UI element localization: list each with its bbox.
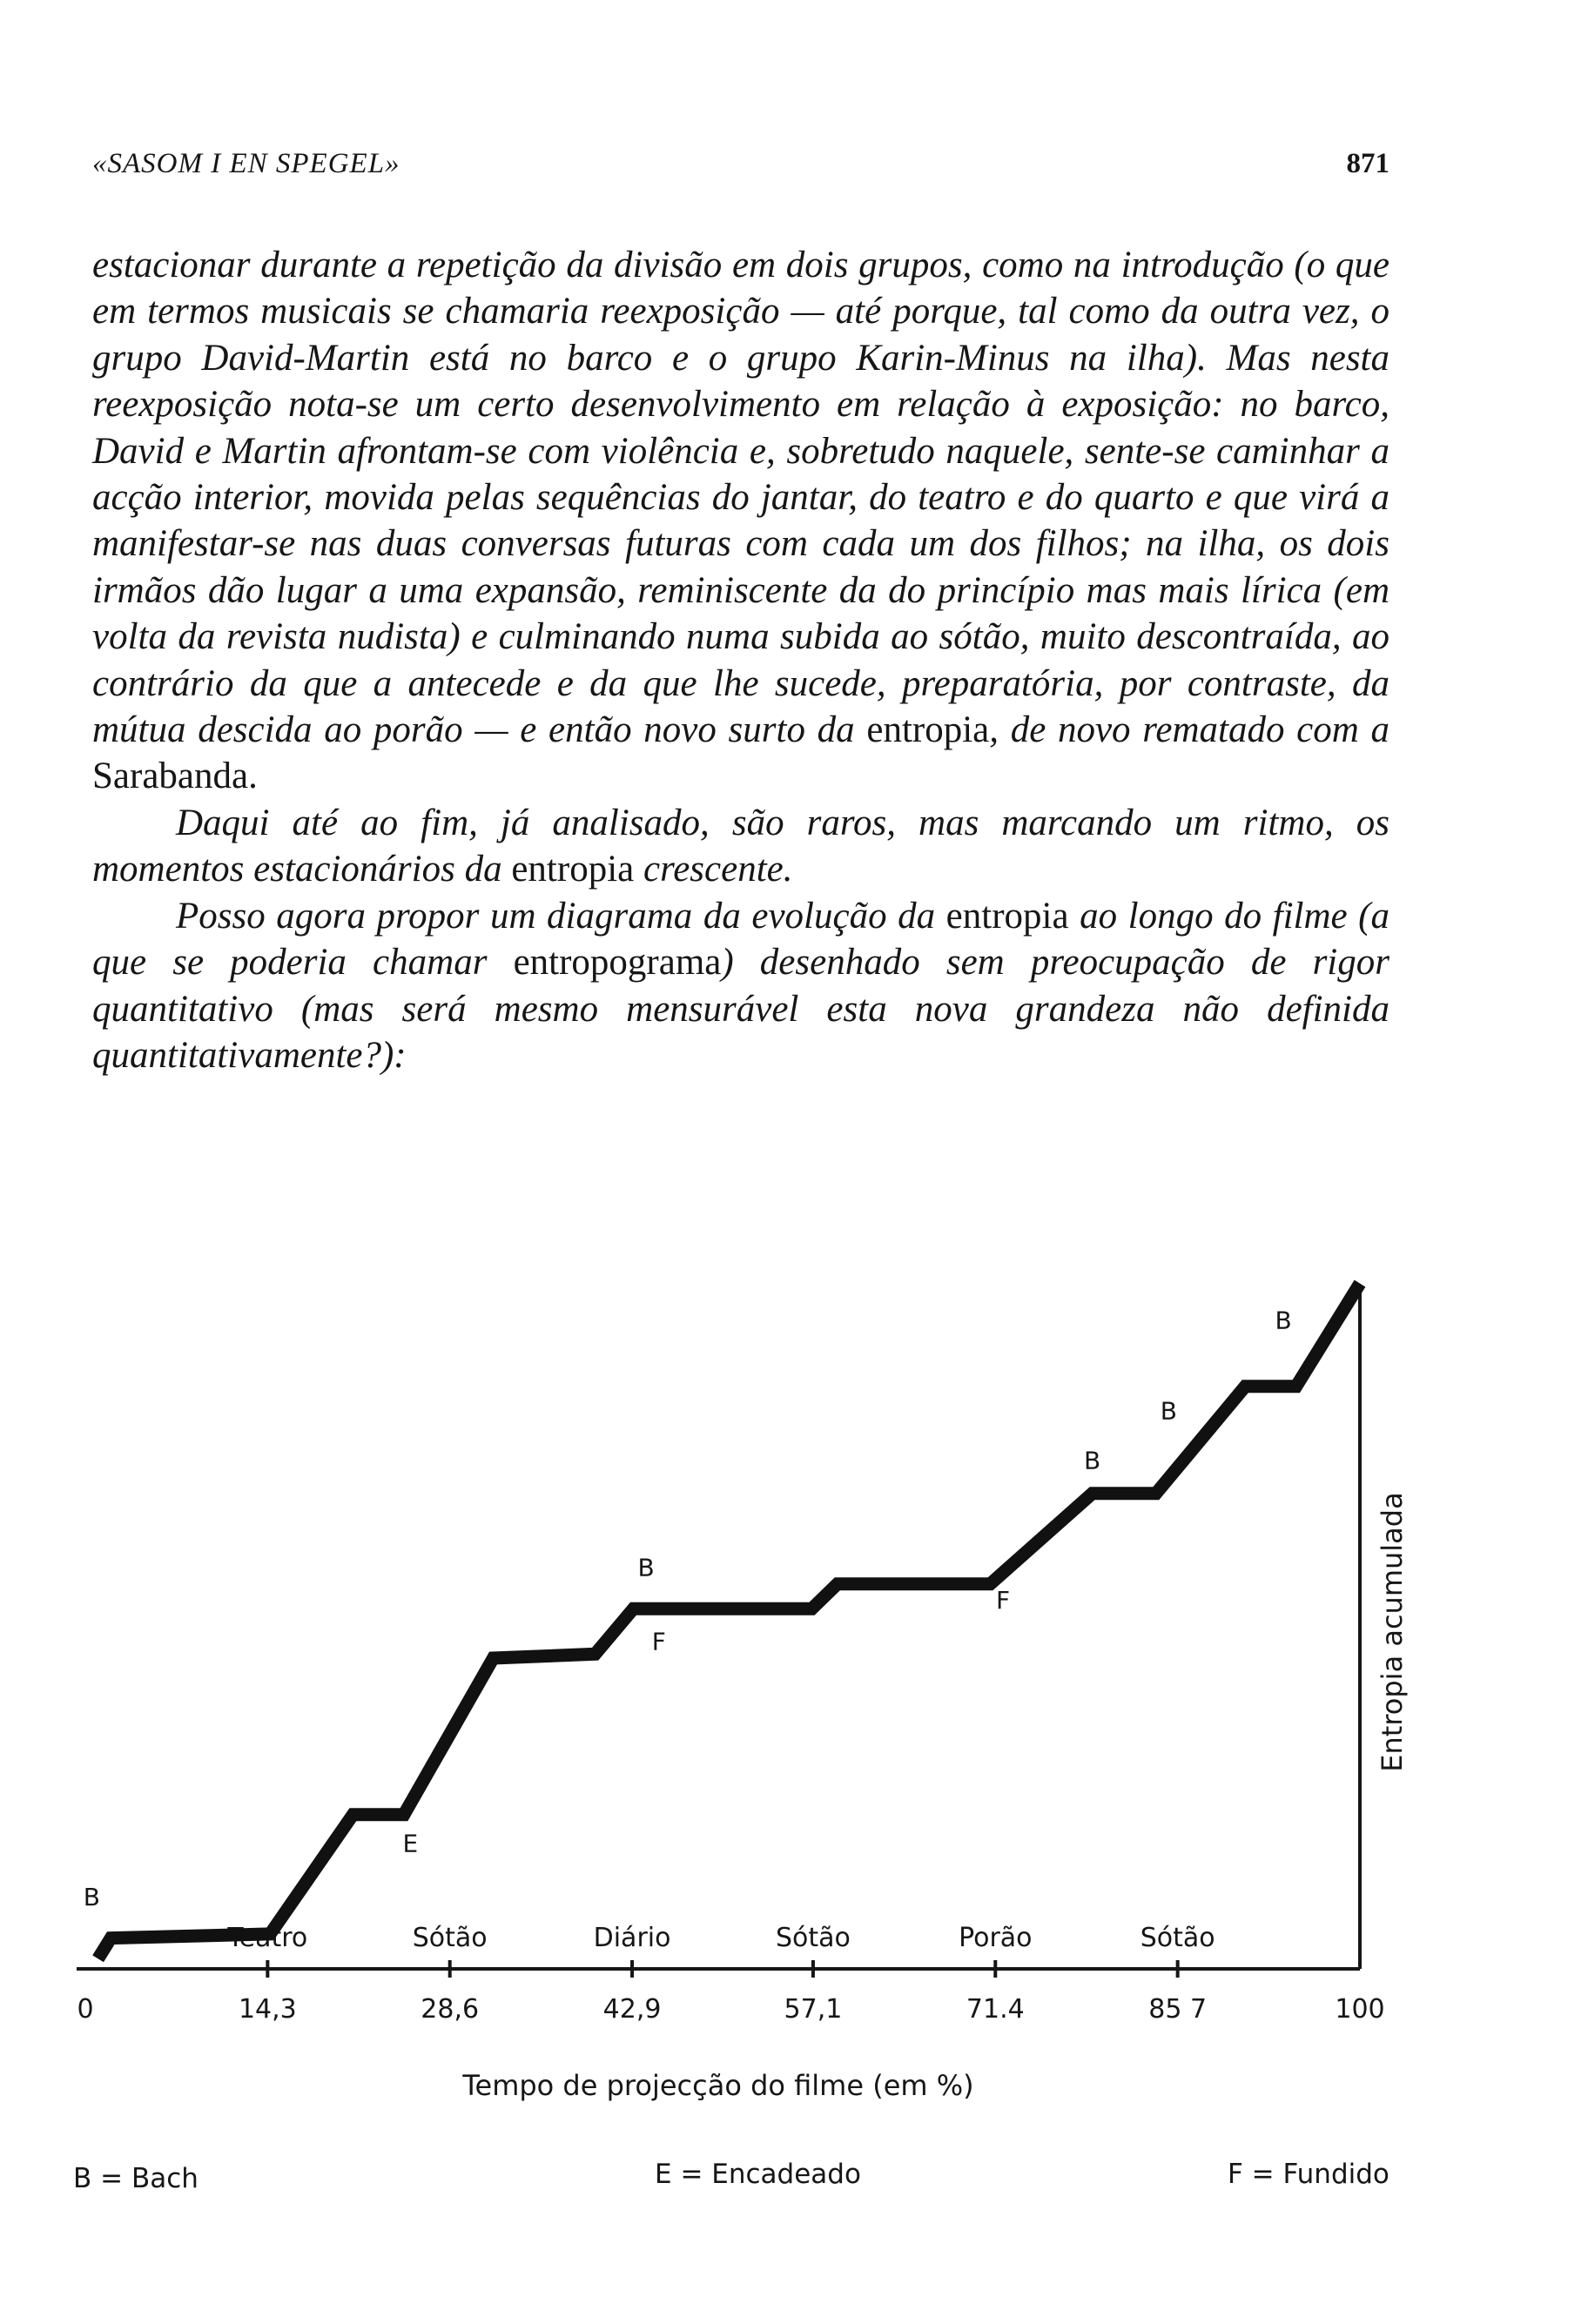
running-title: «SASOM I EN SPEGEL» [92, 148, 400, 179]
axes [77, 1292, 1360, 1969]
section-label: Sótão [412, 1923, 488, 1953]
paragraph-2-text: Daqui até ao fim, já analisado, são raros, mas marcando um ritmo, os momentos estacionários da [92, 802, 1390, 890]
legend-fundido: F = Fundido [1228, 2159, 1390, 2190]
legend-encadeado: E = Encadeado [655, 2159, 861, 2190]
term-entropia-3: entropia [945, 895, 1069, 937]
y-axis-title: Entropia acumulada [1376, 1492, 1409, 1772]
page-number: 871 [1346, 148, 1390, 179]
x-tick-label: 85 7 [1148, 1994, 1208, 2025]
x-tick-label: 100 [1335, 1994, 1385, 2025]
running-header [92, 148, 1390, 191]
entropogram-chart [0, 1236, 1588, 2324]
x-tick-label: 28,6 [421, 1994, 480, 2025]
entropy-series [98, 1284, 1360, 1959]
term-entropia: entropia [866, 709, 990, 751]
term-sarabanda: Sarabanda [92, 756, 249, 797]
x-tick-label: 14,3 [238, 1994, 297, 2025]
x-tick-label: 0 [77, 1994, 94, 2025]
paragraph-2-end: crescente. [634, 849, 793, 890]
point-label: B [637, 1553, 655, 1582]
point-label: F [651, 1627, 666, 1656]
section-label: Diário [593, 1923, 671, 1953]
point-label: B [1083, 1446, 1101, 1475]
paragraph-3 [92, 893, 1390, 1079]
paragraph-3-text-2: ao longo do filme (a que se poderia chamar [92, 895, 1390, 984]
paragraph-3-end: ) desenhado sem preocupação de rigor quantitativo (mas será mesmo mensurável esta nova grandeza não definida quantitativamente?): [92, 942, 1390, 1076]
x-tick-label: 71.4 [966, 1994, 1025, 2025]
entropy-line [98, 1284, 1360, 1959]
paragraph-1 [92, 242, 1390, 800]
paragraph-1-text: estacionar durante a repetição da divisão em dois grupos, como na introdução (o que em termos musicais se chamaria reexposição — até porque, tal como da outra vez, o grupo David-Martin está no barco e o grupo Karin-Minus na ilha). Mas nesta reexposição nota-se um certo desenvolvimento em relação à exposição: no barco, David e Martin afrontam-se com violência e, sobretudo naquele, sente-se caminhar a acção interior, movida pelas sequências do jantar, do teatro e do quarto e que virá a manifestar-se nas duas conversas futuras com cada um dos filhos; na ilha, os dois irmãos dão lugar a uma expansão, reminiscente da do princípio mas mais lírica (em volta da revista nudista) e culminando numa subida ao sótão, muito descontraída, ao contrário da que a antecede e da que lhe sucede, preparatória, por contraste, da mútua descida ao porão — e então novo surto da [92, 245, 1390, 751]
paragraph-1-end: . [248, 756, 258, 797]
paragraph-3-text: Posso agora propor um diagrama da evolução da [176, 895, 946, 937]
legend-bach: B = Bach [73, 2163, 198, 2194]
body-text [92, 242, 1390, 1078]
x-axis-title: Tempo de projecção do filme (em %) [462, 2069, 974, 2102]
x-tick-label: 42,9 [602, 1994, 662, 2025]
paragraph-2 [92, 800, 1390, 893]
term-entropograma: entropograma [513, 942, 722, 984]
section-labels [226, 1923, 1215, 1953]
point-label: E [402, 1829, 419, 1858]
section-label: Sótão [1140, 1923, 1215, 1953]
point-label: B [1160, 1396, 1178, 1426]
x-tick-label: 57,1 [784, 1994, 843, 2025]
section-label: Teatro [227, 1923, 308, 1953]
paragraph-1-text-2: , de novo rematado com a [989, 709, 1390, 751]
section-label: Sótão [775, 1923, 851, 1953]
point-label: B [83, 1882, 100, 1911]
section-label: Porão [959, 1923, 1033, 1953]
term-entropia-2: entropia [511, 849, 635, 890]
point-label: F [996, 1586, 1011, 1615]
point-label: B [1275, 1306, 1292, 1335]
